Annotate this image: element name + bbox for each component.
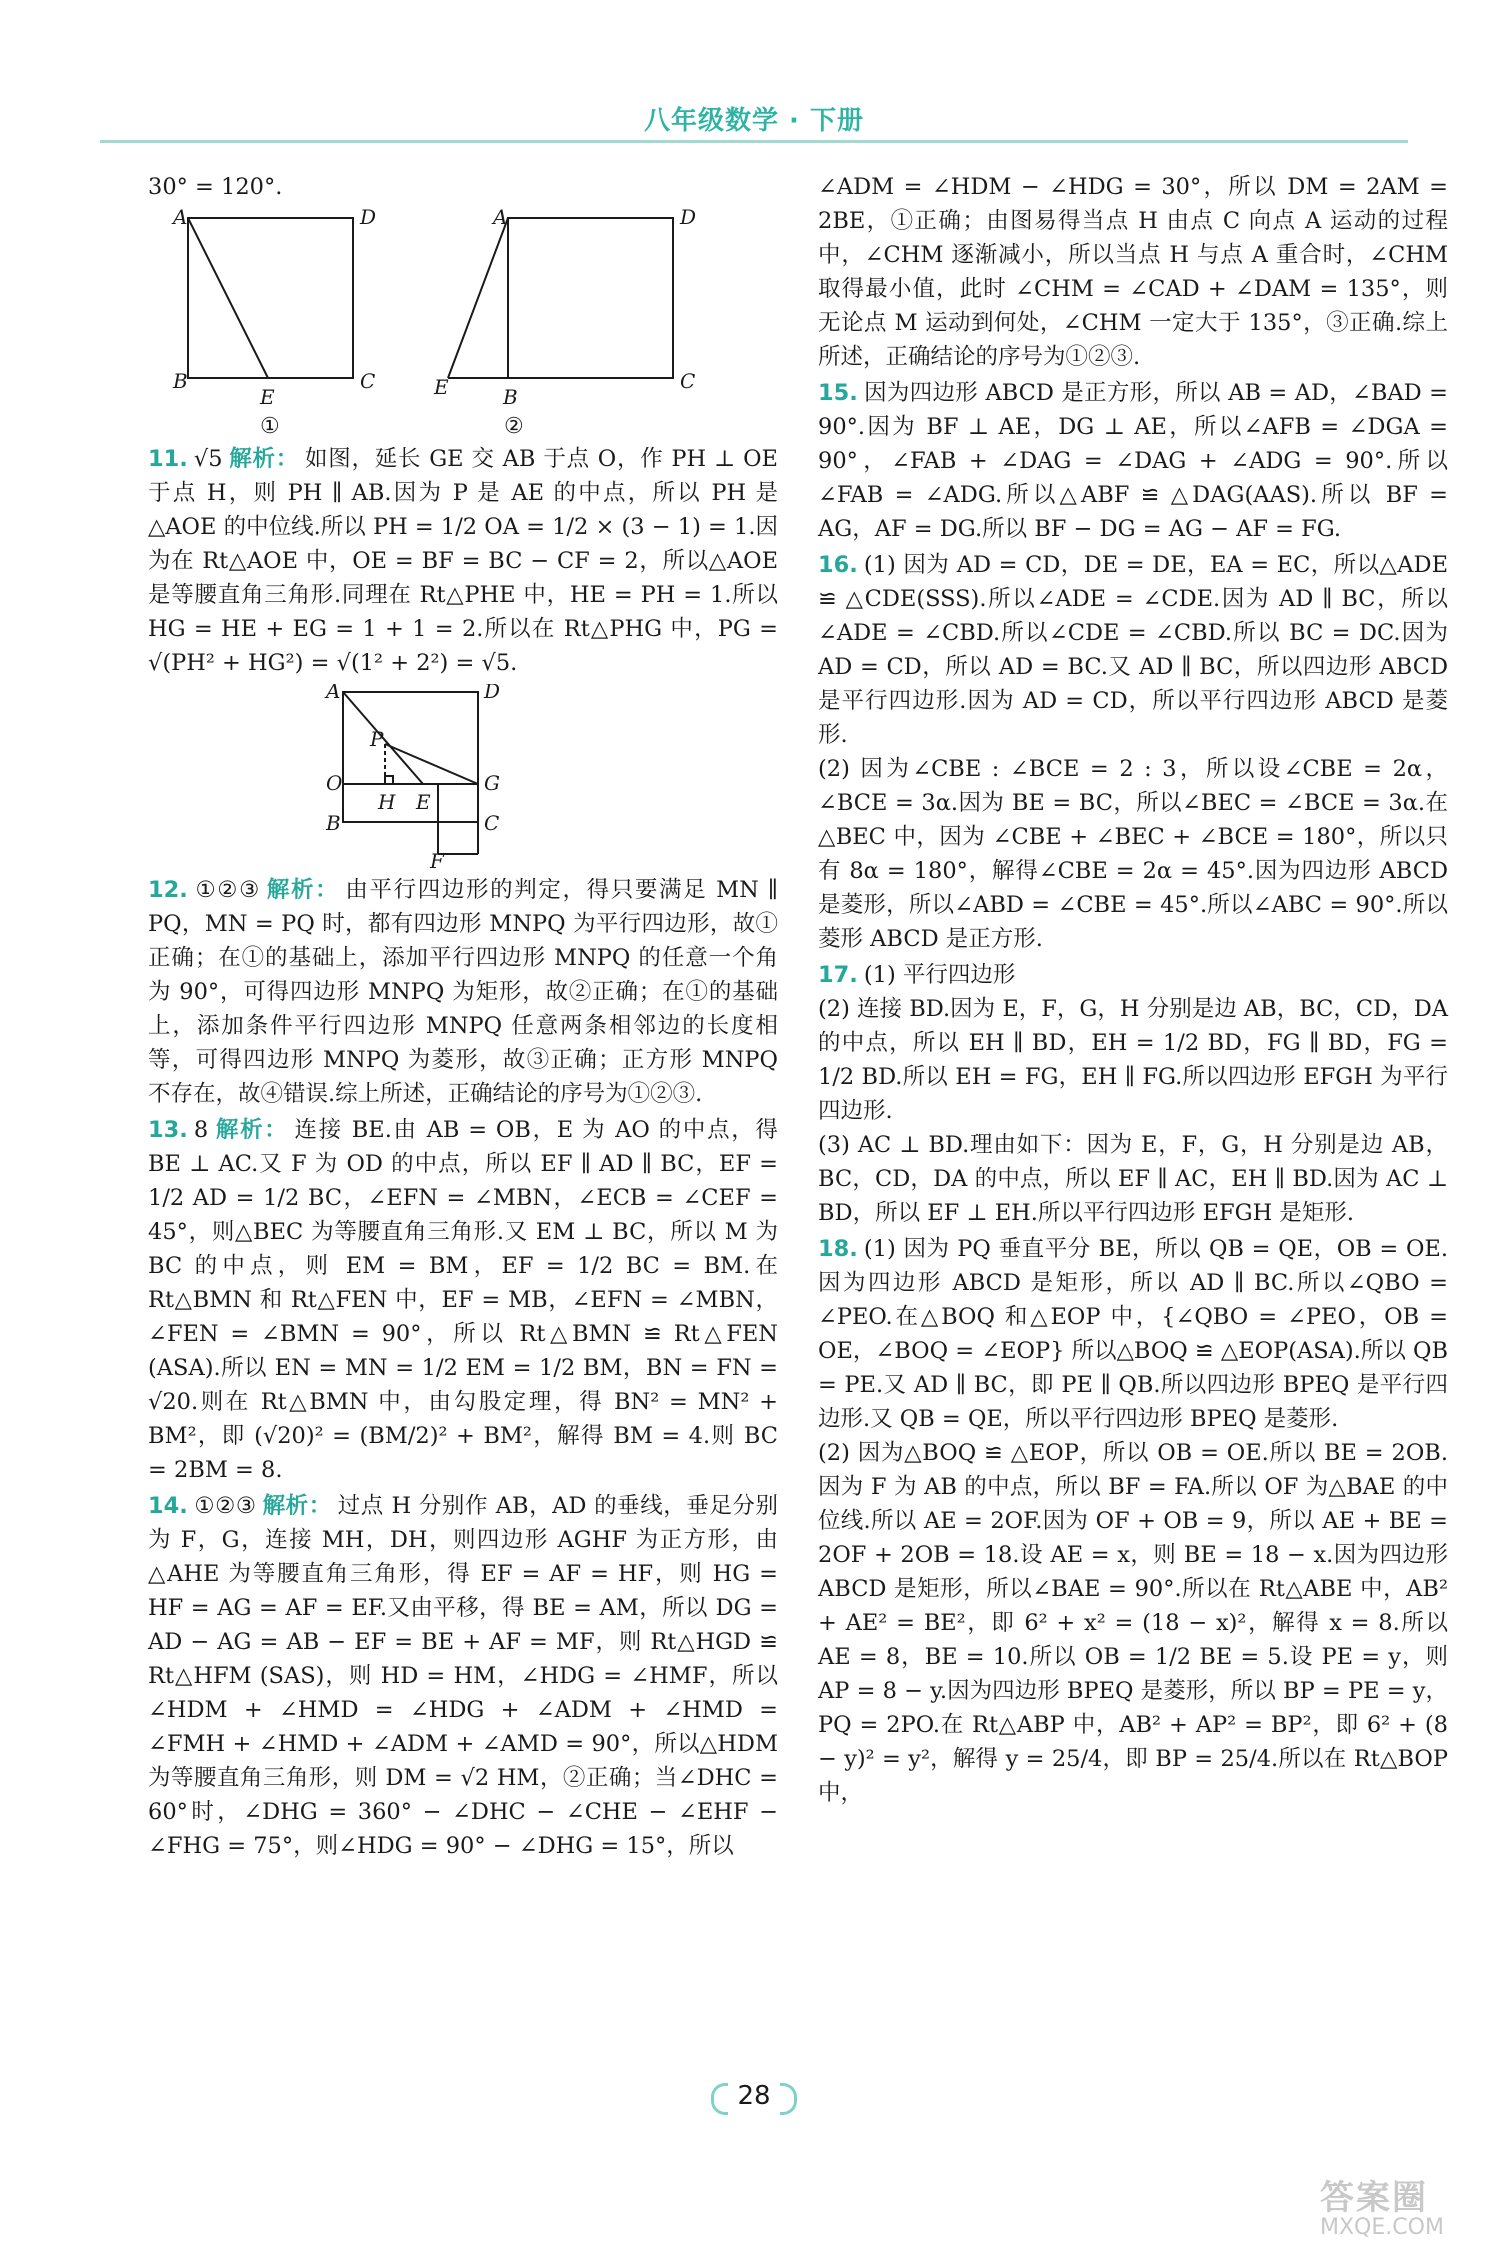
question-18 — [818, 1232, 1448, 1436]
question-12-number: 12. — [148, 877, 188, 903]
label-A1: A — [173, 208, 188, 229]
question-14-continued: ∠ADM = ∠HDM − ∠HDG = 30°，所以 DM = 2AM = 2BE，①正确；由图易得当点 H 由点 C 向点 A 运动的过程中，∠CHM 逐渐减小，所以当点 H 与点 A 重合时，∠CHM 取得最小值，此时 ∠CHM = ∠CAD + ∠DAM = 135°，则无论点 M 运动到何处，∠CHM 一定大于 135°，③正确.综上所述，正确结论的序号为①②③. — [818, 174, 1448, 370]
watermark-logo — [1320, 2170, 1500, 2240]
label-D1: D — [360, 208, 377, 229]
label-E1: E — [260, 385, 275, 409]
squares-figure — [148, 208, 778, 438]
question-13 — [148, 1113, 778, 1487]
figure-1 — [188, 218, 353, 378]
figure-1-square — [188, 218, 353, 378]
label-C2: C — [680, 369, 696, 393]
question-11-analysis: 如图，延长 GE 交 AB 于点 O，作 PH ⊥ OE 于点 H，则 PH ∥ AB.因为 P 是 AE 的中点，所以 PH 是△AOE 的中位线.所以 PH = 1/2 OA = 1/2 × (3 − 1) = 1.因为在 Rt△AOE 中，OE = BF = BC − CF = 2，所以△AOE 是等腰直角三角形.同理在 Rt△PHE 中，HE = PH = 1.所以 HG = HE + EG = 1 + 1 = 2.所以在 Rt△PHG 中，PG = √(PH² + HG²) = √(1² + 2²) = √5. — [148, 446, 778, 676]
question-13-number: 13. — [148, 1117, 188, 1143]
question-12-answer: ①②③ — [193, 877, 261, 903]
q11-label-H: H — [378, 790, 396, 814]
question-17-part-1: (1) 平行四边形 — [863, 962, 1016, 988]
question-11-analysis-label: 解析： — [228, 446, 300, 472]
watermark-line-1: 答案圈 — [1320, 2178, 1428, 2218]
label-C1: C — [360, 369, 376, 393]
figure-2-square — [508, 218, 673, 378]
question-15-number: 15. — [818, 380, 858, 406]
watermark-line-2: MXQE.COM — [1320, 2215, 1444, 2240]
figure-1-diagonal — [188, 218, 268, 378]
question-17-number: 17. — [818, 962, 858, 988]
question-14-analysis: 过点 H 分别作 AB，AD 的垂线，垂足分别为 F，G，连接 MH，DH，则四边形 AGHF 为正方形，由△AHE 为等腰直角三角形，得 EF = AF = HF，则 HG = HF = AG = AF = EF.又由平移，得 BE = AM，所以 DG = AD − AG = AB − EF = BE + AF = MF，则 Rt△HGD ≌ Rt△HFM (SAS)，则 HD = HM，∠HDG = ∠HMF，所以 ∠HDM + ∠HMD = ∠HDG + ∠ADM + ∠HMD = ∠FMH + ∠HMD + ∠ADM + ∠AMD = 90°，所以△HDM 为等腰直角三角形，则 DM = √2 HM，②正确；当∠DHC = 60°时，∠DHG = 360° − ∠DHC − ∠CHE − ∠EHF − ∠FHG = 75°，则∠HDG = 90° − ∠DHG = 15°，所以 — [148, 1493, 778, 1859]
label-A2: A — [493, 208, 508, 229]
question-14-answer: ①②③ — [193, 1493, 257, 1519]
question-16-part-1: (1) 因为 AD = CD，DE = DE，EA = EC，所以△ADE ≌ △CDE(SSS).所以∠ADE = ∠CDE.因为 AD ∥ BC，所以∠ADE = ∠CBD.所以∠CDE = ∠CBD.所以 BC = DC.因为 AD = CD，所以 AD = BC.又 AD ∥ BC，所以四边形 ABCD 是平行四边形.因为 AD = CD，所以平行四边形 ABCD 是菱形. — [818, 552, 1448, 748]
q11-right-angle-mark — [385, 776, 393, 784]
question-12-analysis: 由平行四边形的判定，得只要满足 MN ∥ PQ，MN = PQ 时，都有四边形 MNPQ 为平行四边形，故①正确；在①的基础上，添加平行四边形 MNPQ 的任意一个角为 90°，可得四边形 MNPQ 为矩形，故②正确；在①的基础上，添加条件平行四边形 MNPQ 任意两条相邻边的长度相等，可得四边形 MNPQ 为菱形，故③正确；正方形 MNPQ 不存在，故④错误.综上所述，正确结论的序号为①②③. — [148, 877, 778, 1107]
header-divider — [100, 140, 1408, 143]
label-E2: E — [434, 375, 449, 399]
question-17-part-3: (3) AC ⊥ BD.理由如下：因为 E，F，G，H 分别是边 AB，BC，CD，DA 的中点，所以 EF ∥ AC，EH ∥ BD.因为 AC ⊥ BD，所以 EF ⊥ EH.所以平行四边形 EFGH 是矩形. — [818, 1132, 1448, 1226]
figure-2 — [448, 218, 673, 378]
label-D2: D — [680, 208, 697, 229]
question-11 — [148, 442, 778, 680]
question-14-analysis-label: 解析： — [262, 1493, 332, 1519]
question-11-number: 11. — [148, 446, 188, 472]
figure-1-caption: ① — [260, 414, 280, 438]
question-12 — [148, 873, 778, 1111]
q11-label-G: G — [484, 771, 500, 795]
label-B2: B — [503, 385, 518, 409]
question-13-answer: 8 — [193, 1117, 209, 1143]
question-13-analysis: 连接 BE.由 AB = OB，E 为 AO 的中点，得 BE ⊥ AC.又 F 为 OD 的中点，所以 EF ∥ AD ∥ BC，EF = 1/2 AD = 1/2 BC，∠EFN = ∠MBN，∠ECB = ∠CEF = 45°，则△BEC 为等腰直角三角形.又 EM ⊥ BC，所以 M 为 BC 的中点，则 EM = BM，EF = 1/2 BC = BM.在 Rt△BMN 和 Rt△FEN 中，EF = MB，∠EFN = ∠MBN，∠FEN = ∠BMN = 90°，所以 Rt△BMN ≌ Rt△FEN (ASA).所以 EN = MN = 1/2 EM = 1/2 BM，BN = FN = √20.则在 Rt△BMN 中，由勾股定理，得 BN² = MN² + BM²，即 (√20)² = (BM/2)² + BM²，解得 BM = 4.则 BC = 2BM = 8. — [148, 1117, 778, 1483]
question-12-analysis-label: 解析： — [266, 877, 340, 903]
question-18-number: 18. — [818, 1236, 858, 1262]
question-16 — [818, 548, 1448, 752]
figure-2-slant — [448, 218, 508, 378]
question-18-part-1: (1) 因为 PQ 垂直平分 BE，所以 QB = QE，OB = OE.因为四边形 ABCD 是矩形，所以 AD ∥ BC.所以∠QBO = ∠PEO.在△BOQ 和△EOP 中，{∠QBO = ∠PEO，OB = OE，∠BOQ = ∠EOP} 所以△BOQ ≌ △EOP(ASA).所以 QB = PE.又 AD ∥ BC，即 PE ∥ QB.所以四边形 BPEQ 是平行四边形.又 QB = QE，所以平行四边形 BPEQ 是菱形. — [818, 1236, 1448, 1432]
q11-label-O: O — [326, 771, 343, 795]
question-14-number: 14. — [148, 1493, 188, 1519]
q11-square — [343, 692, 478, 822]
q11-label-E: E — [416, 790, 431, 814]
q11-label-B: B — [326, 811, 341, 835]
figure-2-caption: ② — [504, 414, 524, 438]
page-header — [0, 0, 1508, 150]
q11-label-A: A — [326, 684, 341, 703]
q11-segment-PG — [385, 744, 478, 784]
q11-label-P: P — [370, 727, 384, 751]
question-11-answer: √5 — [193, 446, 223, 472]
left-column — [148, 170, 778, 1863]
question-15-text: 因为四边形 ABCD 是正方形，所以 AB = AD，∠BAD = 90°.因为 BF ⊥ AE，DG ⊥ AE，所以∠AFB = ∠DGA = 90°，∠FAB + ∠DAG = ∠DAG + ∠ADG = 90°.所以∠FAB = ∠ADG.所以△ABF ≌ △DAG(AAS).所以 BF = AG，AF = DG.所以 BF − DG = AG − AF = FG. — [818, 380, 1448, 542]
q11-label-F: F — [430, 849, 444, 869]
q11-label-D: D — [484, 684, 501, 703]
question-16-number: 16. — [818, 552, 858, 578]
right-column — [818, 170, 1448, 1810]
label-B1: B — [173, 369, 188, 393]
question-18-part-2: (2) 因为△BOQ ≌ △EOP，所以 OB = OE.所以 BE = 2OB.因为 F 为 AB 的中点，所以 BF = FA.所以 OF 为△BAE 的中位线.所以 AE = 2OF.因为 OF + OB = 9，所以 AE + BE = 2OF + 2OB = 18.设 AE = x，则 BE = 18 − x.因为四边形 ABCD 是矩形，所以∠BAE = 90°.所以在 Rt△ABE 中，AB² + AE² = BE²，即 6² + x² = (18 − x)²，解得 x = 8.所以 AE = 8，BE = 10.所以 OB = 1/2 BE = 5.设 PE = y，则 AP = 8 − y.因为四边形 BPEQ 是菱形，所以 BP = PE = y，PQ = 2PO.在 Rt△ABP 中，AB² + AP² = BP²，即 6² + (8 − y)² = y²，解得 y = 25/4，即 BP = 25/4.所以在 Rt△BOP 中， — [818, 1440, 1448, 1806]
page-number: 28 — [709, 2075, 799, 2117]
question-11-figure — [148, 684, 778, 869]
q11-label-C: C — [484, 811, 500, 835]
header-title: 八年级数学 · 下册 — [644, 106, 864, 136]
left-intro-text: 30° = 120°. — [148, 174, 283, 200]
question-15 — [818, 376, 1448, 546]
question-13-analysis-label: 解析： — [214, 1117, 289, 1143]
question-16-part-2: (2) 因为∠CBE : ∠BCE = 2 : 3，所以设∠CBE = 2α，∠BCE = 3α.因为 BE = BC，所以∠BEC = ∠BCE = 3α.在△BEC 中，因为 ∠CBE + ∠BEC + ∠BCE = 180°，所以只有 8α = 180°，解得∠CBE = 2α = 45°.因为四边形 ABCD 是菱形，所以∠ABD = ∠CBE = 45°.所以∠ABC = 90°.所以菱形 ABCD 是正方形. — [818, 756, 1448, 952]
question-17 — [818, 958, 1448, 992]
question-17-part-2: (2) 连接 BD.因为 E，F，G，H 分别是边 AB，BC，CD，DA 的中点，所以 EH ∥ BD，EH = 1/2 BD，FG ∥ BD，FG = 1/2 BD.所以 EH = FG，EH ∥ FG.所以四边形 EFGH 为平行四边形. — [818, 996, 1448, 1124]
question-14 — [148, 1489, 778, 1863]
